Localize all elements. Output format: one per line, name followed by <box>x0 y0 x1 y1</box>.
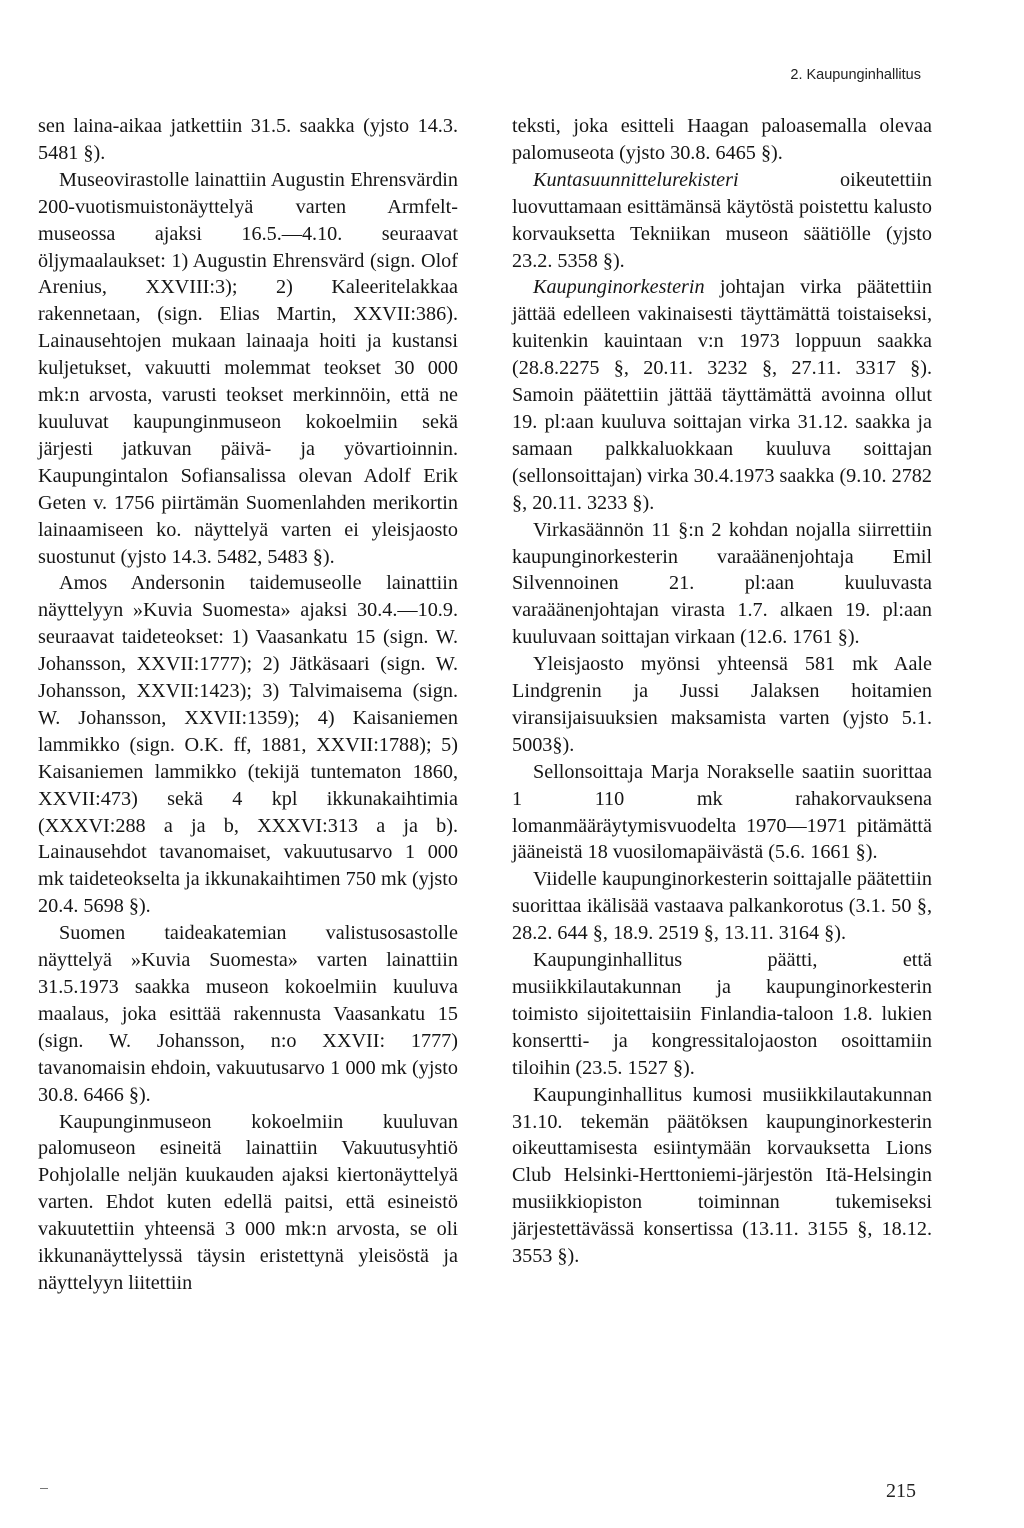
paragraph: Suomen taideakatemian valistusosastolle näyttelyä »Kuvia Suomesta» varten lainattiin 31.5.1973 saakka museon kokoelmiin kuuluva maalaus, joka esittää rakennusta Vaasankatu 15 (sign. W. Johansson, n:o XXVII: 1777) tavanomaisin ehdoin, vakuutusarvo 1 000 mk (yjsto 30.8. 6466 §). <box>38 922 458 1106</box>
scan-mark <box>40 1488 48 1489</box>
italic-term: Kaupunginorkesterin <box>533 276 705 299</box>
left-column <box>38 113 458 1297</box>
paragraph <box>512 167 932 275</box>
paragraph: teksti, joka esitteli Haagan paloasemalla olevaa palomuseota (yjsto 30.8. 6465 §). <box>512 115 932 164</box>
paragraph: Viidelle kaupunginorkesterin soittajalle päätettiin suorittaa ikälisää vastaava palkankorotus (3.1. 50 §, 28.2. 644 §, 18.9. 2519 §, 13.11. 3164 §). <box>512 868 932 945</box>
paragraph-text: oikeutettiin luovuttamaan esittämänsä käytöstä poistettu kalusto korvauksetta Tekniikan museon säätiölle (yjsto 23.2. 5358 §). <box>512 168 932 272</box>
paragraph: sen laina-aikaa jatkettiin 31.5. saakka (yjsto 14.3. 5481 §). <box>38 115 458 164</box>
right-column <box>512 113 932 1270</box>
italic-term: Kuntasuunnittelurekisteri <box>533 168 739 191</box>
paragraph: Kaupunginmuseon kokoelmiin kuuluvan palomuseon esineitä lainattiin Vakuutusyhtiö Pohjolalle neljän kuukauden ajaksi kiertonäyttelyä varten. Ehdot kuten edellä paitsi, että esineistö vakuutettiin yhteensä 3 000 mk:n arvosta, se oli ikkunanäyttelyssä täysin eristettynä yleisöstä ja näyttelyyn liitettiin <box>38 1110 458 1294</box>
paragraph: Kaupunginhallitus kumosi musiikkilautakunnan 31.10. tekemän päätöksen kaupunginorkesterin oikeuttamisesta esiintymään korvauksetta Lions Club Helsinki-Herttoniemi-järjestön Itä-Helsingin musiikkiopiston toiminnan tukemiseksi järjestettävässä konsertissa (13.11. 3155 §, 18.12. 3553 §). <box>512 1083 932 1268</box>
paragraph: Museovirastolle lainattiin Augustin Ehrensvärdin 200-vuotismuistonäyttelyä varten Armfelt-museossa ajaksi 16.5.—4.10. seuraavat öljymaalaukset: 1) Augustin Ehrensvärd (sign. Olof Arenius, XXVIII:3); 2) Kaleeritelakkaa rakennetaan, (sign. Elias Martin, XXVII:386). Lainausehtojen mukaan lainaaja hoiti ja kustansi kuljetukset, vakuutti molemmat teokset 30 000 mk:n arvosta, varusti teokset merkinnöin, että ne kuuluvat kaupunginmuseon kokoelmiin sekä järjesti jatkuvan päivä- ja yövartioinnin. Kaupungintalon Sofiansalissa olevan Adolf Erik Geten v. 1756 piirtämän Suomenlahden merikortin lainaamiseen ko. näyttelyä varten ei yleisjaosto suostunut (yjsto 14.3. 5482, 5483 §). <box>38 168 458 568</box>
page-number: 215 <box>886 1480 916 1502</box>
paragraph-text: johtajan virka päätettiin jättää edelleen vakinaisesti täyttämättä toistaiseksi, kuitenkin kauintaan v:n 1973 loppuun saakka (28.8.2275 §, 20.11. 3232 §, 27.11. 3317 §). Samoin päätettiin jättää täyttämättä avoinna ollut 19. pl:aan kuuluva soittajan virka 31.12. saakka ja samaan palkkaluokkaan kuuluva soittajan (sellonsoittajan) virka 30.4.1973 saakka (9.10. 2782 §, 20.11. 3233 §). <box>512 276 932 514</box>
paragraph: Amos Andersonin taidemuseolle lainattiin näyttelyyn »Kuvia Suomesta» ajaksi 30.4.—10.9. seuraavat taideteokset: 1) Vaasankatu 15 (sign. W. Johansson, XXVII:1777); 2) Jätkäsaari (sign. W. Johansson, XXVII:1423); 3) Talvimaisema (sign. W. Johansson, XXVII:1359); 4) Kaisaniemen lammikko (sign. O.K. ff, 1881, XXVII:1788); 5) Kaisaniemen lammikko (tekijä tuntematon 1860, XXVII:473) sekä 4 kpl ikkunakaihtimia (XXXVI:288 a ja b, XXXVI:313 a ja b). Lainausehdot tavanomaiset, vakuutusarvo 1 000 mk taideteokselta ja ikkunakaihtimen 750 mk (yjsto 20.4. 5698 §). <box>38 572 458 918</box>
paragraph: Kaupunginhallitus päätti, että musiikkilautakunnan ja kaupunginorkesterin toimisto sijoitettaisiin Finlandia-taloon 1.8. lukien konsertti- ja kongressitalojaoston osoittamiin tiloihin (23.5. 1527 §). <box>512 949 932 1079</box>
running-header: 2. Kaupunginhallitus <box>790 67 921 83</box>
paragraph: Virkasäännön 11 §:n 2 kohdan nojalla siirrettiin kaupunginorkesterin varaäänenjohtaja Emil Silvennoinen 21. pl:aan kuuluvasta varaäänenjohtajan virasta 1.7. alkaen 19. pl:aan kuuluvaan soittajan virkaan (12.6. 1761 §). <box>512 518 932 649</box>
paragraph <box>512 274 932 516</box>
paragraph: Yleisjaosto myönsi yhteensä 581 mk Aale Lindgrenin ja Jussi Jalaksen hoitamien viransijaisuuksien maksamista varten (yjsto 5.1. 5003§). <box>512 653 932 756</box>
paragraph: Sellonsoittaja Marja Norakselle saatiin suorittaa 1 110 mk rahakorvauksena lomanmääräytymisvuodelta 1970—1971 pitämättä jääneistä 18 vuosilomapäivästä (5.6. 1661 §). <box>512 760 932 864</box>
